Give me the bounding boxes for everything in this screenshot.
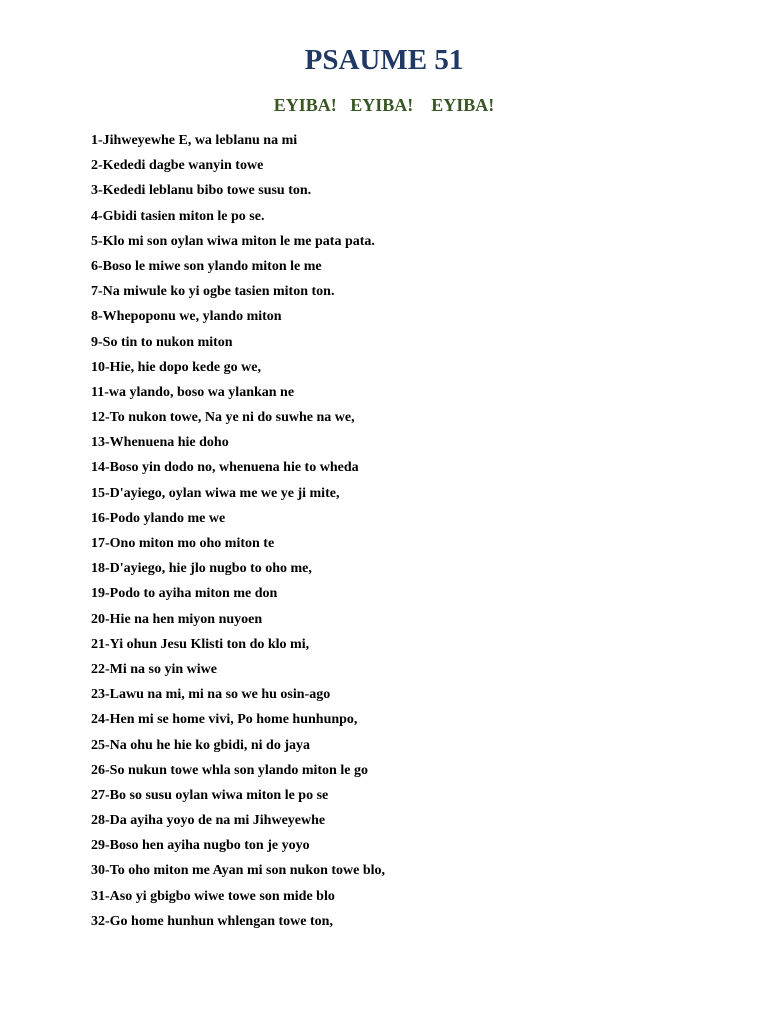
page-title: PSAUME 51 xyxy=(304,44,464,76)
verse-line: 20-Hie na hen miyon nuyoen xyxy=(91,611,263,627)
verse-line: 10-Hie, hie dopo kede go we, xyxy=(91,359,261,375)
verse-line: 3-Kededi leblanu bibo towe susu ton. xyxy=(91,183,312,199)
page-subtitle: EYIBA! EYIBA! EYIBA! xyxy=(273,95,495,115)
verse-line: 28-Da ayiha yoyo de na mi Jihweyewhe xyxy=(91,813,326,829)
verse-line: 31-Aso yi gbigbo wiwe towe son mide blo xyxy=(91,888,335,904)
verse-line: 32-Go home hunhun whlengan towe ton, xyxy=(91,913,333,929)
verse-line: 7-Na miwule ko yi ogbe tasien miton ton. xyxy=(91,284,335,300)
verse-line: 17-Ono miton mo oho miton te xyxy=(91,536,275,551)
verse-line: 19-Podo to ayiha miton me don xyxy=(91,586,278,602)
verse-line: 11-wa ylando, boso wa ylankan ne xyxy=(91,384,295,400)
verse-line: 15-D'ayiego, oylan wiwa me we ye ji mite, xyxy=(91,485,340,501)
verse-line: 16-Podo ylando me we xyxy=(91,510,226,526)
verse-line: 18-D'ayiego, hie jlo nugbo to oho me, xyxy=(91,561,312,577)
verse-list xyxy=(91,130,385,936)
verse-line: 21-Yi ohun Jesu Klisti ton do klo mi, xyxy=(91,636,310,652)
verse-line: 5-Klo mi son oylan wiwa miton le me pata pata. xyxy=(91,233,375,249)
verse-line: 4-Gbidi tasien miton le po se. xyxy=(91,208,265,224)
verse-line: 22-Mi na so yin wiwe xyxy=(91,661,217,677)
verse-line: 23-Lawu na mi, mi na so we hu osin-ago xyxy=(91,687,331,703)
verse-line: 29-Boso hen ayiha nugbo ton je yoyo xyxy=(91,838,310,854)
verse-line: 27-Bo so susu oylan wiwa miton le po se xyxy=(91,787,329,803)
verse-line: 9-So tin to nukon miton xyxy=(91,334,233,350)
verse-line: 25-Na ohu he hie ko gbidi, ni do jaya xyxy=(91,737,310,753)
verse-line: 2-Kededi dagbe wanyin towe xyxy=(91,158,264,174)
verse-line: 6-Boso le miwe son ylando miton le me xyxy=(91,258,322,274)
verse-line: 14-Boso yin dodo no, whenuena hie to wheda xyxy=(91,460,359,476)
verse-line: 26-So nukun towe whla son ylando miton le go xyxy=(91,762,368,778)
verse-line: 12-To nukon towe, Na ye ni do suwhe na we, xyxy=(91,410,355,426)
verse-line: 1-Jihweyewhe E, wa leblanu na mi xyxy=(91,133,298,148)
verse-line: 30-To oho miton me Ayan mi son nukon towe blo, xyxy=(91,863,386,879)
verse-line: 24-Hen mi se home vivi, Po home hunhunpo, xyxy=(91,712,358,728)
verse-line: 8-Whepoponu we, ylando miton xyxy=(91,309,282,325)
verse-line: 13-Whenuena hie doho xyxy=(91,435,229,451)
